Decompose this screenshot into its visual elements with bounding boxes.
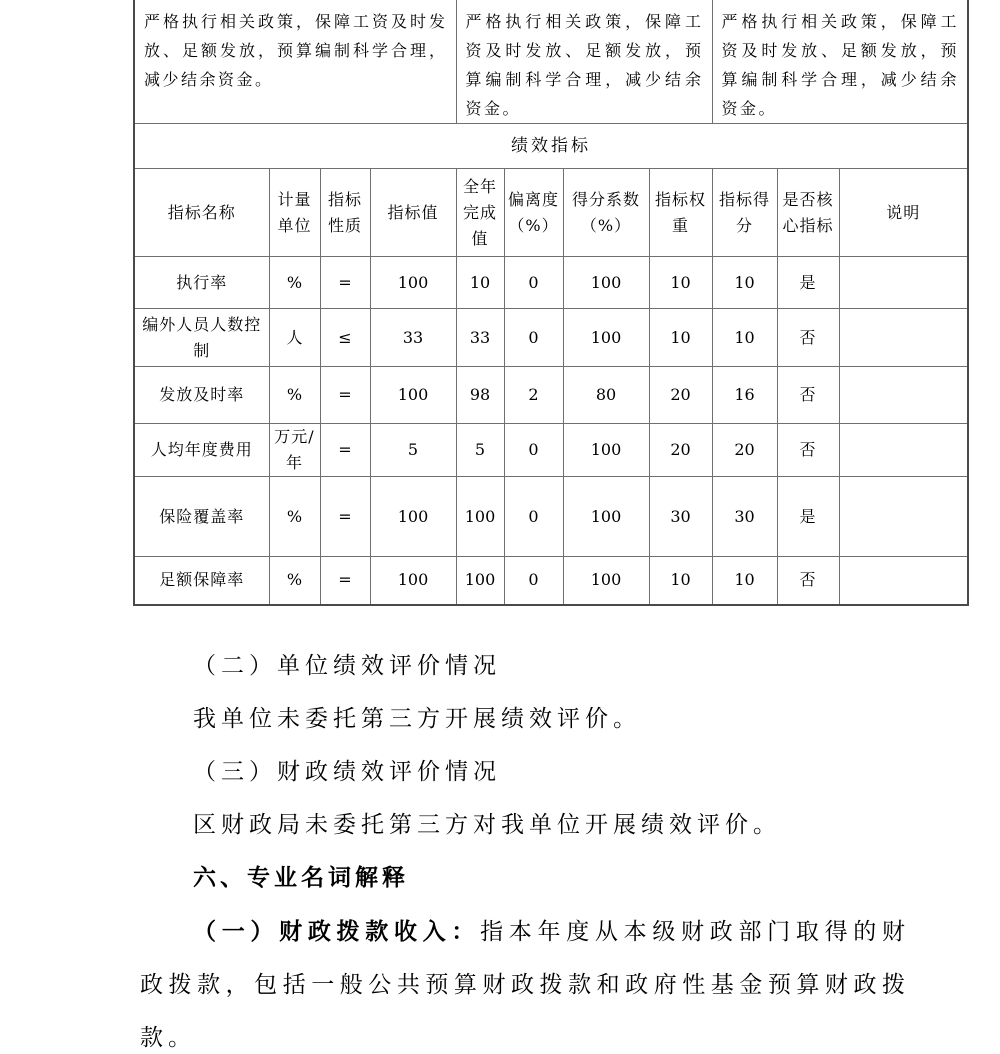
col-header-core-indicator: 是否核心指标 <box>777 169 839 257</box>
cell-deviation: 0 <box>504 424 563 477</box>
para-unit-evaluation: 我单位未委托第三方开展绩效评价。 <box>193 706 641 732</box>
cell-score-coefficient: 100 <box>563 424 649 477</box>
cell-target-value: 100 <box>370 477 456 557</box>
cell-annual-completion: 10 <box>456 257 504 309</box>
table-row <box>134 424 968 477</box>
cell-annual-completion: 98 <box>456 367 504 424</box>
heading-section-6: 六、专业名词解释 <box>193 865 409 891</box>
cell-target-value: 100 <box>370 257 456 309</box>
policy-text-cell-2: 严格执行相关政策，保障工资及时发放、足额发放，预算编制科学合理，减少结余资金。 <box>456 0 712 124</box>
cell-weight: 20 <box>649 367 712 424</box>
cell-target-value: 33 <box>370 309 456 367</box>
cell-target-value: 100 <box>370 367 456 424</box>
heading-section-2: （二）单位绩效评价情况 <box>193 653 501 679</box>
cell-note <box>839 557 968 605</box>
para-fiscal-evaluation: 区财政局未委托第三方对我单位开展绩效评价。 <box>193 812 781 838</box>
cell-weight: 10 <box>649 557 712 605</box>
cell-nature: = <box>320 477 370 557</box>
cell-weight: 30 <box>649 477 712 557</box>
cell-nature: = <box>320 424 370 477</box>
cell-indicator-name: 执行率 <box>134 257 269 309</box>
cell-note <box>839 367 968 424</box>
cell-indicator-name: 人均年度费用 <box>134 424 269 477</box>
cell-note <box>839 424 968 477</box>
cell-annual-completion: 5 <box>456 424 504 477</box>
cell-score-coefficient: 100 <box>563 257 649 309</box>
cell-core-indicator: 是 <box>777 257 839 309</box>
cell-unit: % <box>269 557 320 605</box>
cell-unit: % <box>269 257 320 309</box>
term-text: 指本年度从本级财政部门取得的财政拨款，包括一般公共预算财政拨款和政府性基金预算财政拨款。 <box>140 919 911 1051</box>
cell-core-indicator: 否 <box>777 309 839 367</box>
performance-indicator-table <box>133 0 969 606</box>
cell-indicator-name: 足额保障率 <box>134 557 269 605</box>
body-text <box>140 640 910 1054</box>
cell-score-coefficient: 100 <box>563 477 649 557</box>
cell-core-indicator: 否 <box>777 557 839 605</box>
cell-score: 10 <box>712 309 777 367</box>
table-row <box>134 309 968 367</box>
cell-nature: = <box>320 367 370 424</box>
table-row <box>134 367 968 424</box>
heading-section-3: （三）财政绩效评价情况 <box>193 759 501 785</box>
cell-note <box>839 477 968 557</box>
para-term-definition <box>140 905 910 1054</box>
cell-target-value: 5 <box>370 424 456 477</box>
policy-text-cell-1: 严格执行相关政策，保障工资及时发放、足额发放，预算编制科学合理，减少结余资金。 <box>134 0 456 124</box>
col-header-score: 指标得分 <box>712 169 777 257</box>
cell-note <box>839 309 968 367</box>
cell-core-indicator: 否 <box>777 424 839 477</box>
cell-score: 10 <box>712 257 777 309</box>
col-header-weight: 指标权重 <box>649 169 712 257</box>
cell-score: 10 <box>712 557 777 605</box>
cell-note <box>839 257 968 309</box>
cell-deviation: 0 <box>504 557 563 605</box>
cell-unit: 万元/年 <box>269 424 320 477</box>
cell-deviation: 0 <box>504 257 563 309</box>
section-title-row <box>134 124 968 169</box>
col-header-score-coefficient: 得分系数（%） <box>563 169 649 257</box>
cell-weight: 20 <box>649 424 712 477</box>
cell-core-indicator: 是 <box>777 477 839 557</box>
cell-score-coefficient: 100 <box>563 309 649 367</box>
col-header-indicator-name: 指标名称 <box>134 169 269 257</box>
col-header-unit: 计量单位 <box>269 169 320 257</box>
term-label: （一）财政拨款收入： <box>193 918 481 945</box>
cell-score-coefficient: 80 <box>563 367 649 424</box>
table-row <box>134 257 968 309</box>
col-header-deviation: 偏离度（%） <box>504 169 563 257</box>
cell-annual-completion: 100 <box>456 557 504 605</box>
cell-nature: ≤ <box>320 309 370 367</box>
cell-annual-completion: 33 <box>456 309 504 367</box>
cell-weight: 10 <box>649 257 712 309</box>
cell-deviation: 0 <box>504 477 563 557</box>
col-header-target-value: 指标值 <box>370 169 456 257</box>
cell-weight: 10 <box>649 309 712 367</box>
col-header-nature: 指标性质 <box>320 169 370 257</box>
cell-unit: % <box>269 367 320 424</box>
cell-indicator-name: 保险覆盖率 <box>134 477 269 557</box>
cell-score: 20 <box>712 424 777 477</box>
cell-score-coefficient: 100 <box>563 557 649 605</box>
cell-unit: % <box>269 477 320 557</box>
section-title: 绩效指标 <box>134 124 968 169</box>
col-header-annual-completion: 全年完成值 <box>456 169 504 257</box>
cell-unit: 人 <box>269 309 320 367</box>
cell-indicator-name: 发放及时率 <box>134 367 269 424</box>
table-header-row <box>134 169 968 257</box>
cell-score: 30 <box>712 477 777 557</box>
col-header-note: 说明 <box>839 169 968 257</box>
policy-text-cell-3: 严格执行相关政策，保障工资及时发放、足额发放，预算编制科学合理，减少结余资金。 <box>712 0 968 124</box>
cell-indicator-name: 编外人员人数控制 <box>134 309 269 367</box>
cell-deviation: 0 <box>504 309 563 367</box>
cell-nature: = <box>320 557 370 605</box>
cell-nature: = <box>320 257 370 309</box>
cell-score: 16 <box>712 367 777 424</box>
cell-core-indicator: 否 <box>777 367 839 424</box>
cell-deviation: 2 <box>504 367 563 424</box>
cell-target-value: 100 <box>370 557 456 605</box>
table-row <box>134 477 968 557</box>
cell-annual-completion: 100 <box>456 477 504 557</box>
table-row <box>134 557 968 605</box>
policy-text-row <box>134 0 968 124</box>
